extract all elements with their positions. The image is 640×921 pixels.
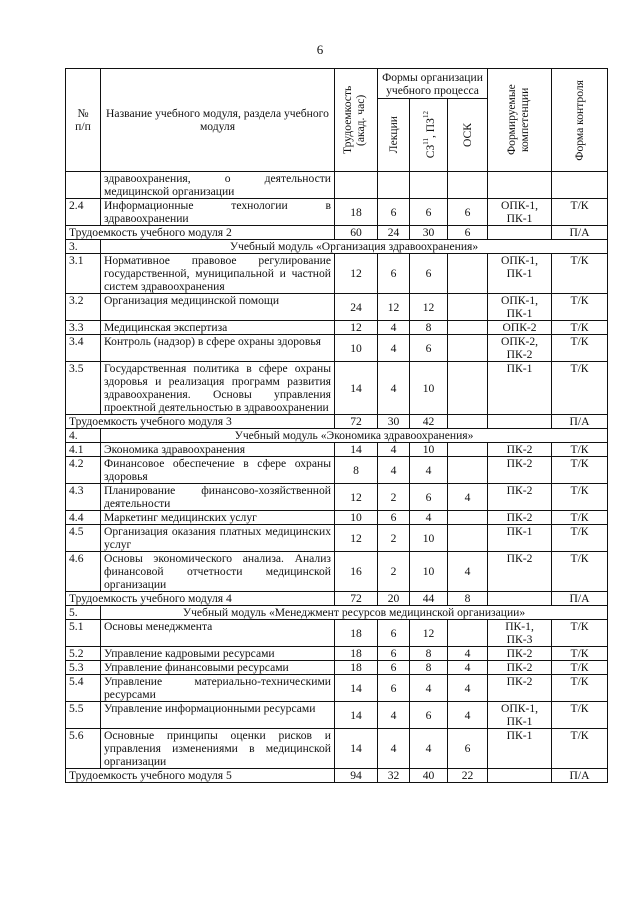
row-title: Планирование финансово-хозяйственной деятельности bbox=[101, 484, 335, 511]
row-osk bbox=[448, 172, 488, 199]
row-osk bbox=[448, 525, 488, 552]
row-competencies: ПК-2 bbox=[488, 552, 552, 592]
row-control-form: Т/К bbox=[552, 457, 608, 484]
table-row bbox=[66, 294, 608, 321]
row-labor-hours: 12 bbox=[335, 484, 378, 511]
row-number: 3.3 bbox=[66, 321, 101, 335]
row-lectures: 6 bbox=[378, 675, 410, 702]
row-osk bbox=[448, 443, 488, 457]
row-labor-hours: 16 bbox=[335, 552, 378, 592]
total-label: Трудоемкость учебного модуля 4 bbox=[66, 592, 335, 606]
header-forms: Формы организации учебного процесса bbox=[378, 69, 488, 99]
row-seminars: 10 bbox=[410, 443, 448, 457]
row-seminars: 12 bbox=[410, 294, 448, 321]
total-competencies bbox=[488, 592, 552, 606]
row-lectures bbox=[378, 172, 410, 199]
row-control-form: Т/К bbox=[552, 362, 608, 415]
total-competencies bbox=[488, 415, 552, 429]
header-sz: СЗ$^{11}$, ПЗ$^{12}$ bbox=[422, 111, 437, 159]
total-seminars: 40 bbox=[410, 769, 448, 783]
row-control-form bbox=[552, 172, 608, 199]
row-competencies: ПК-2 bbox=[488, 511, 552, 525]
row-number: 3.1 bbox=[66, 254, 101, 294]
row-competencies: ПК-1 bbox=[488, 525, 552, 552]
row-competencies: ПК-2 bbox=[488, 661, 552, 675]
row-labor-hours: 18 bbox=[335, 199, 378, 226]
row-competencies: ПК-1 bbox=[488, 729, 552, 769]
row-control-form: Т/К bbox=[552, 552, 608, 592]
row-number: 4.2 bbox=[66, 457, 101, 484]
row-osk bbox=[448, 511, 488, 525]
row-labor-hours: 18 bbox=[335, 647, 378, 661]
header-control-cell bbox=[552, 69, 608, 172]
total-lectures: 30 bbox=[378, 415, 410, 429]
row-seminars: 4 bbox=[410, 675, 448, 702]
row-number: 5.5 bbox=[66, 702, 101, 729]
row-control-form: Т/К bbox=[552, 729, 608, 769]
total-label: Трудоемкость учебного модуля 5 bbox=[66, 769, 335, 783]
row-lectures: 6 bbox=[378, 511, 410, 525]
table-row bbox=[66, 199, 608, 226]
row-control-form: Т/К bbox=[552, 620, 608, 647]
row-competencies: ОПК-1, ПК-1 bbox=[488, 199, 552, 226]
total-label: Трудоемкость учебного модуля 2 bbox=[66, 226, 335, 240]
row-lectures: 4 bbox=[378, 443, 410, 457]
row-control-form: Т/К bbox=[552, 525, 608, 552]
row-number: 4.4 bbox=[66, 511, 101, 525]
row-labor-hours: 12 bbox=[335, 525, 378, 552]
module-title: Учебный модуль «Организация здравоохранения» bbox=[101, 240, 608, 254]
row-lectures: 4 bbox=[378, 729, 410, 769]
header-num: № п/п bbox=[66, 69, 101, 172]
row-competencies: ПК-2 bbox=[488, 484, 552, 511]
row-lectures: 4 bbox=[378, 702, 410, 729]
row-number: 3.2 bbox=[66, 294, 101, 321]
total-lectures: 24 bbox=[378, 226, 410, 240]
row-osk bbox=[448, 254, 488, 294]
row-seminars: 6 bbox=[410, 702, 448, 729]
row-control-form: Т/К bbox=[552, 647, 608, 661]
row-title: Организация медицинской помощи bbox=[101, 294, 335, 321]
row-number: 2.4 bbox=[66, 199, 101, 226]
total-control-form: П/А bbox=[552, 226, 608, 240]
row-lectures: 2 bbox=[378, 484, 410, 511]
row-number bbox=[66, 172, 101, 199]
header-control: Форма контроля bbox=[573, 79, 587, 161]
row-number: 5.6 bbox=[66, 729, 101, 769]
row-labor-hours: 14 bbox=[335, 443, 378, 457]
row-competencies: ПК-2 bbox=[488, 647, 552, 661]
table-row bbox=[66, 552, 608, 592]
total-competencies bbox=[488, 226, 552, 240]
table-row bbox=[66, 511, 608, 525]
row-lectures: 6 bbox=[378, 254, 410, 294]
row-control-form: Т/К bbox=[552, 484, 608, 511]
row-number: 4.5 bbox=[66, 525, 101, 552]
row-number: 5.2 bbox=[66, 647, 101, 661]
row-competencies: ПК-1 bbox=[488, 362, 552, 415]
row-control-form: Т/К bbox=[552, 321, 608, 335]
row-competencies: ОПК-1, ПК-1 bbox=[488, 254, 552, 294]
table-row bbox=[66, 172, 608, 199]
row-labor-hours: 10 bbox=[335, 511, 378, 525]
row-title: Управление материально-техническими ресурсами bbox=[101, 675, 335, 702]
row-title: Финансовое обеспечение в сфере охраны здоровья bbox=[101, 457, 335, 484]
total-osk: 8 bbox=[448, 592, 488, 606]
table-row bbox=[66, 702, 608, 729]
table-row bbox=[66, 335, 608, 362]
header-lectures: Лекции bbox=[387, 116, 400, 154]
row-lectures: 4 bbox=[378, 321, 410, 335]
row-lectures: 6 bbox=[378, 647, 410, 661]
total-seminars: 42 bbox=[410, 415, 448, 429]
row-title: Государственная политика в сфере охраны здоровья и реализация программ развития здравоохранения. Основы управления проектной деятельностью в здравоохранении bbox=[101, 362, 335, 415]
module-header-row bbox=[66, 429, 608, 443]
row-number: 4.1 bbox=[66, 443, 101, 457]
row-seminars bbox=[410, 172, 448, 199]
row-seminars: 8 bbox=[410, 661, 448, 675]
module-total-row bbox=[66, 226, 608, 240]
table-row bbox=[66, 620, 608, 647]
total-labor-hours: 94 bbox=[335, 769, 378, 783]
curriculum-table bbox=[65, 68, 608, 783]
total-label: Трудоемкость учебного модуля 3 bbox=[66, 415, 335, 429]
total-lectures: 32 bbox=[378, 769, 410, 783]
row-labor-hours: 12 bbox=[335, 254, 378, 294]
page-number: 6 bbox=[316, 42, 324, 57]
row-number: 4.3 bbox=[66, 484, 101, 511]
table-row bbox=[66, 443, 608, 457]
row-seminars: 8 bbox=[410, 647, 448, 661]
row-labor-hours: 14 bbox=[335, 702, 378, 729]
module-header-row bbox=[66, 240, 608, 254]
row-seminars: 6 bbox=[410, 254, 448, 294]
row-control-form: Т/К bbox=[552, 661, 608, 675]
row-competencies bbox=[488, 172, 552, 199]
row-control-form: Т/К bbox=[552, 443, 608, 457]
header-competencies-cell bbox=[488, 69, 552, 172]
row-seminars: 8 bbox=[410, 321, 448, 335]
row-labor-hours: 14 bbox=[335, 675, 378, 702]
table-row bbox=[66, 661, 608, 675]
row-labor-hours bbox=[335, 172, 378, 199]
total-osk: 6 bbox=[448, 226, 488, 240]
header-labor: Трудоемкость (акад. час) bbox=[341, 85, 367, 155]
row-osk: 6 bbox=[448, 199, 488, 226]
table-row bbox=[66, 254, 608, 294]
row-osk bbox=[448, 457, 488, 484]
total-seminars: 44 bbox=[410, 592, 448, 606]
row-number: 5.4 bbox=[66, 675, 101, 702]
row-osk bbox=[448, 294, 488, 321]
row-title: Маркетинг медицинских услуг bbox=[101, 511, 335, 525]
row-title: Информационные технологии в здравоохранении bbox=[101, 199, 335, 226]
total-competencies bbox=[488, 769, 552, 783]
row-number: 3.5 bbox=[66, 362, 101, 415]
row-competencies: ПК-2 bbox=[488, 443, 552, 457]
header-osk: ОСК bbox=[461, 123, 475, 147]
header-name: Название учебного модуля, раздела учебного модуля bbox=[101, 69, 335, 172]
header-labor-cell bbox=[335, 69, 378, 172]
row-title: Управление финансовыми ресурсами bbox=[101, 661, 335, 675]
row-seminars: 4 bbox=[410, 511, 448, 525]
row-lectures: 4 bbox=[378, 335, 410, 362]
total-labor-hours: 60 bbox=[335, 226, 378, 240]
row-title: Экономика здравоохранения bbox=[101, 443, 335, 457]
row-seminars: 6 bbox=[410, 484, 448, 511]
row-number: 4.6 bbox=[66, 552, 101, 592]
row-seminars: 10 bbox=[410, 552, 448, 592]
module-number: 4. bbox=[66, 429, 101, 443]
row-seminars: 6 bbox=[410, 199, 448, 226]
row-control-form: Т/К bbox=[552, 511, 608, 525]
row-labor-hours: 10 bbox=[335, 335, 378, 362]
row-title: Основные принципы оценки рисков и управления изменениями в медицинской организации bbox=[101, 729, 335, 769]
row-control-form: Т/К bbox=[552, 335, 608, 362]
row-seminars: 10 bbox=[410, 525, 448, 552]
table-row bbox=[66, 647, 608, 661]
row-competencies: ОПК-1, ПК-1 bbox=[488, 702, 552, 729]
module-number: 3. bbox=[66, 240, 101, 254]
module-total-row bbox=[66, 592, 608, 606]
row-labor-hours: 18 bbox=[335, 661, 378, 675]
row-lectures: 6 bbox=[378, 620, 410, 647]
row-osk: 4 bbox=[448, 675, 488, 702]
table-row bbox=[66, 321, 608, 335]
total-lectures: 20 bbox=[378, 592, 410, 606]
module-header-row bbox=[66, 606, 608, 620]
total-labor-hours: 72 bbox=[335, 592, 378, 606]
header-osk-cell bbox=[448, 99, 488, 172]
total-seminars: 30 bbox=[410, 226, 448, 240]
row-seminars: 6 bbox=[410, 335, 448, 362]
row-labor-hours: 24 bbox=[335, 294, 378, 321]
row-labor-hours: 14 bbox=[335, 729, 378, 769]
row-osk: 4 bbox=[448, 484, 488, 511]
row-title: Основы менеджмента bbox=[101, 620, 335, 647]
header-lectures-cell bbox=[378, 99, 410, 172]
row-labor-hours: 12 bbox=[335, 321, 378, 335]
row-control-form: Т/К bbox=[552, 294, 608, 321]
row-competencies: ПК-2 bbox=[488, 675, 552, 702]
table-row bbox=[66, 484, 608, 511]
table-row bbox=[66, 362, 608, 415]
row-control-form: Т/К bbox=[552, 702, 608, 729]
row-seminars: 12 bbox=[410, 620, 448, 647]
module-title: Учебный модуль «Экономика здравоохранения» bbox=[101, 429, 608, 443]
row-lectures: 4 bbox=[378, 362, 410, 415]
row-seminars: 4 bbox=[410, 729, 448, 769]
total-control-form: П/А bbox=[552, 769, 608, 783]
row-osk bbox=[448, 321, 488, 335]
module-number: 5. bbox=[66, 606, 101, 620]
row-lectures: 6 bbox=[378, 199, 410, 226]
row-competencies: ПК-2 bbox=[488, 457, 552, 484]
row-number: 3.4 bbox=[66, 335, 101, 362]
row-osk: 4 bbox=[448, 552, 488, 592]
row-osk bbox=[448, 620, 488, 647]
row-title: Нормативное правовое регулирование государственной, муниципальной и частной систем здравоохранения bbox=[101, 254, 335, 294]
row-lectures: 2 bbox=[378, 525, 410, 552]
row-title: Управление кадровыми ресурсами bbox=[101, 647, 335, 661]
row-title: здравоохранения, о деятельности медицинской организации bbox=[101, 172, 335, 199]
header-competencies: Формируемые компетенции bbox=[504, 84, 531, 156]
row-competencies: ОПК-1, ПК-1 bbox=[488, 294, 552, 321]
row-title: Медицинская экспертиза bbox=[101, 321, 335, 335]
total-labor-hours: 72 bbox=[335, 415, 378, 429]
row-control-form: Т/К bbox=[552, 199, 608, 226]
row-osk: 4 bbox=[448, 661, 488, 675]
row-lectures: 4 bbox=[378, 457, 410, 484]
row-lectures: 2 bbox=[378, 552, 410, 592]
row-competencies: ОПК-2 bbox=[488, 321, 552, 335]
row-osk: 4 bbox=[448, 647, 488, 661]
row-seminars: 10 bbox=[410, 362, 448, 415]
row-osk: 6 bbox=[448, 729, 488, 769]
module-title: Учебный модуль «Менеджмент ресурсов медицинской организации» bbox=[101, 606, 608, 620]
row-title: Контроль (надзор) в сфере охраны здоровья bbox=[101, 335, 335, 362]
row-competencies: ПК-1, ПК-3 bbox=[488, 620, 552, 647]
row-title: Организация оказания платных медицинских услуг bbox=[101, 525, 335, 552]
row-title: Основы экономического анализа. Анализ финансовой отчетности медицинской организации bbox=[101, 552, 335, 592]
row-osk bbox=[448, 362, 488, 415]
row-osk: 4 bbox=[448, 702, 488, 729]
row-title: Управление информационными ресурсами bbox=[101, 702, 335, 729]
module-total-row bbox=[66, 769, 608, 783]
module-total-row bbox=[66, 415, 608, 429]
row-competencies: ОПК-2, ПК-2 bbox=[488, 335, 552, 362]
table-row bbox=[66, 729, 608, 769]
header-sz-cell bbox=[410, 99, 448, 172]
row-number: 5.1 bbox=[66, 620, 101, 647]
table-row bbox=[66, 457, 608, 484]
row-control-form: Т/К bbox=[552, 254, 608, 294]
total-osk: 22 bbox=[448, 769, 488, 783]
row-labor-hours: 18 bbox=[335, 620, 378, 647]
row-number: 5.3 bbox=[66, 661, 101, 675]
total-osk bbox=[448, 415, 488, 429]
row-osk bbox=[448, 335, 488, 362]
row-seminars: 4 bbox=[410, 457, 448, 484]
row-labor-hours: 8 bbox=[335, 457, 378, 484]
row-labor-hours: 14 bbox=[335, 362, 378, 415]
total-control-form: П/А bbox=[552, 592, 608, 606]
row-lectures: 6 bbox=[378, 661, 410, 675]
row-lectures: 12 bbox=[378, 294, 410, 321]
table-row bbox=[66, 525, 608, 552]
table-body bbox=[66, 172, 608, 783]
table-row bbox=[66, 675, 608, 702]
row-control-form: Т/К bbox=[552, 675, 608, 702]
total-control-form: П/А bbox=[552, 415, 608, 429]
